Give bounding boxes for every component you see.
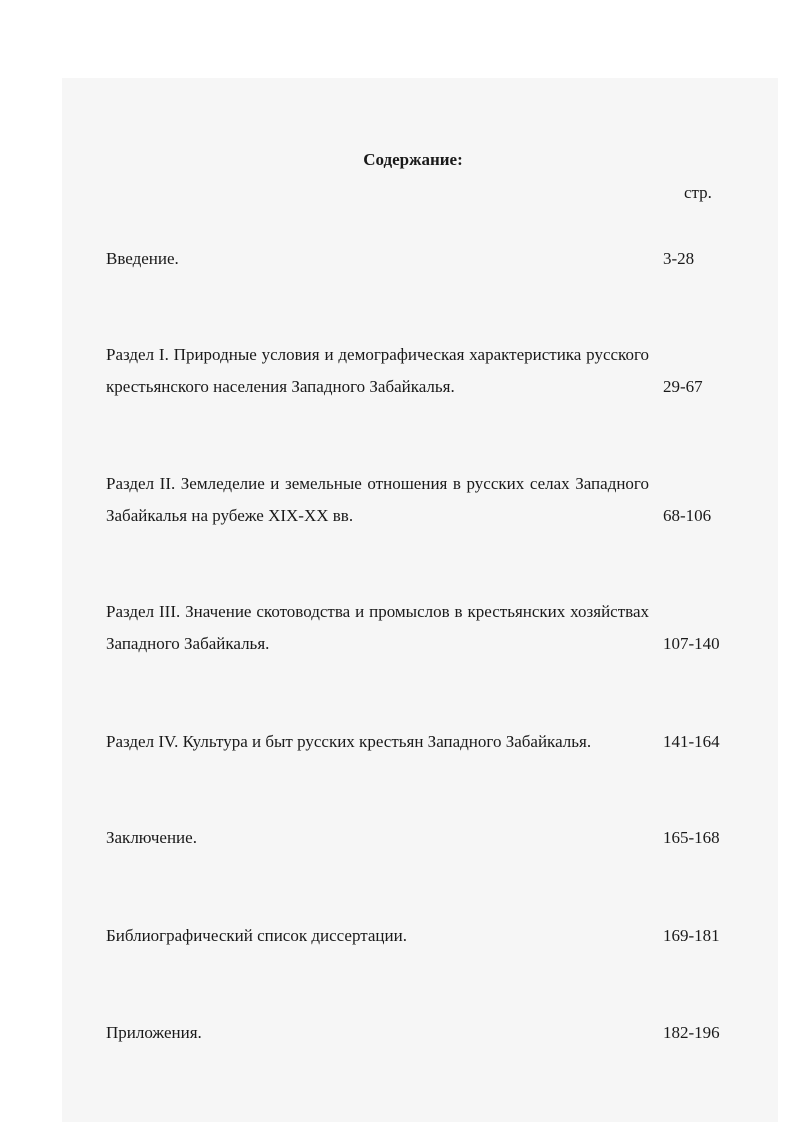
toc-entry-pages: 182-196 (663, 1023, 720, 1042)
toc-entry-pages: 68-106 (663, 506, 712, 525)
toc-entry-text: Приложения. (106, 1023, 202, 1042)
toc-entry-pages: 165-168 (663, 828, 720, 847)
toc-entry-introduction (106, 243, 726, 275)
toc-entry-pages: 3-28 (663, 249, 695, 268)
toc-entry-bibliography (106, 920, 726, 952)
toc-entry-conclusion (106, 822, 726, 854)
toc-entry-pages: 29-67 (663, 377, 703, 396)
page-column-label: стр. (684, 183, 712, 202)
toc-entry-text: Раздел II. Земледелие и земельные отношения в русских селах Западного Забайкалья на рубеже XIX-XX вв. (106, 474, 649, 525)
toc-entry-pages: 169-181 (663, 926, 720, 945)
page-title: Содержание: (363, 150, 463, 169)
toc-entry-pages: 107-140 (663, 634, 720, 653)
toc-entry-text: Раздел I. Природные условия и демографическая характеристика русского крестьянского населения Западного Забайкалья. (106, 345, 649, 396)
toc-entry-text: Библиографический список диссертации. (106, 926, 407, 945)
toc-entry-text: Раздел III. Значение скотоводства и промыслов в крестьянских хозяйствах Западного Забайкалья. (106, 602, 649, 653)
toc-entry-section-2 (106, 468, 726, 532)
toc-entry-appendices (106, 1017, 726, 1049)
toc-entry-section-1 (106, 339, 726, 403)
toc-entry-section-3 (106, 596, 726, 660)
toc-entry-text: Раздел IV. Культура и быт русских крестьян Западного Забайкалья. (106, 732, 592, 751)
toc-entry-pages: 141-164 (663, 732, 720, 751)
toc-entry-text: Заключение. (106, 828, 197, 847)
toc-entry-section-4 (106, 726, 726, 758)
toc-entry-text: Введение. (106, 249, 179, 268)
